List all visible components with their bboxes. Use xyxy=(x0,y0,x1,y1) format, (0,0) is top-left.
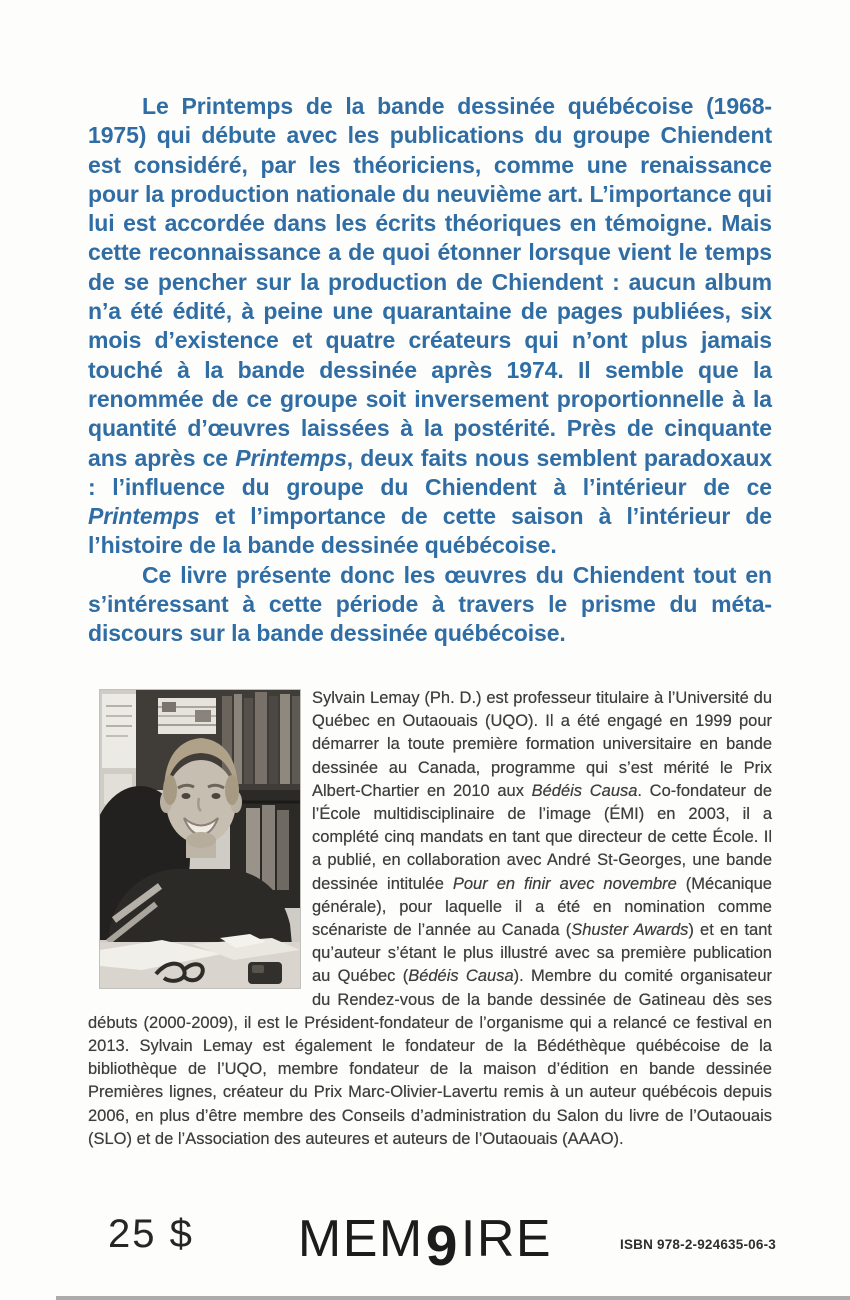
synopsis-paragraph-1: Le Printemps de la bande dessinée québécoise (1968-1975) qui débute avec les publications du groupe Chiendent est considéré, par les théoriciens, comme une renaissance pour la production nationale du neuvième art. L’importance qui lui est accordée dans les écrits théoriques en témoigne. Mais cette reconnaissance a de quoi étonner lorsque vient le temps de se pencher sur la production de Chiendent : aucun album n’a été édité, à peine une quarantaine de pages publiées, six mois d’existence et quatre créateurs qui n’ont plus jamais touché à la bande dessinée après 1974. Il semble que la renommée de ce groupe soit inversement proportionnelle à la quantité d’œuvres laissées à la postérité. Près de cinquante ans après ce Printemps, deux faits nous semblent paradoxaux : l’influence du groupe du Chiendent à l’intérieur de ce Printemps et l’importance de cette saison à l’intérieur de l’histoire de la bande dessinée québécoise. xyxy=(88,93,772,559)
logo-text-post: IRE xyxy=(460,1210,553,1268)
author-photo xyxy=(100,690,300,988)
price: 25 $ xyxy=(108,1212,194,1256)
isbn: ISBN 978-2-924635-06-3 xyxy=(620,1237,776,1252)
logo-text-pre: MEM xyxy=(297,1210,424,1268)
author-photo-illustration xyxy=(100,690,300,988)
author-bio xyxy=(88,687,772,1151)
bio-text: Sylvain Lemay (Ph. D.) est professeur titulaire à l’Université du Québec en Outaouais (UQO). Il a été engagé en 1999 pour démarrer la toute première formation universitaire en bande dessinée au Canada, programme qui s’est mérité le Prix Albert-Chartier en 2010 aux Bédéis Causa. Co-fondateur de l’École multidisciplinaire de l’image (ÉMI) en 2003, il a complété cinq mandats en tant que directeur de cette École. Il a publié, en collaboration avec André St-Georges, une bande dessinée intitulée Pour en finir avec novembre (Mécanique générale), pour laquelle il a été en nomination comme scénariste de l’année au Canada (Shuster Awards) et en tant qu’auteur s’étant le plus illustré avec sa première publication au Québec (Bédéis Causa). Membre du comité organisateur du Rendez-vous de la bande dessinée de Gatineau dès ses débuts (2000-2009), il est le Président-fondateur de l’organisme qui a relancé ce festival en 2013. Sylvain Lemay est également le fondateur de la Bédéthèque québécoise de la bibliothèque de l’UQO, membre fondateur de la maison d’édition en bande dessinée Premières lignes, créateur du Prix Marc-Olivier-Lavertu remis à un auteur québécois depuis 2006, en plus d’être membre des Conseils d’administration du Salon du livre de l’Outaouais (SLO) et de l’Association des auteures et auteurs de l’Outaouais (AAAO). xyxy=(88,689,773,1148)
synopsis-paragraph-2: Ce livre présente donc les œuvres du Chiendent tout en s’intéressant à cette période à travers le prisme du méta-discours sur la bande dessinée québécoise. xyxy=(88,561,772,647)
desk xyxy=(100,934,300,988)
logo-digit-nine: 9 xyxy=(425,1214,459,1278)
synopsis xyxy=(88,92,772,649)
scan-edge-artifact xyxy=(56,1296,850,1300)
